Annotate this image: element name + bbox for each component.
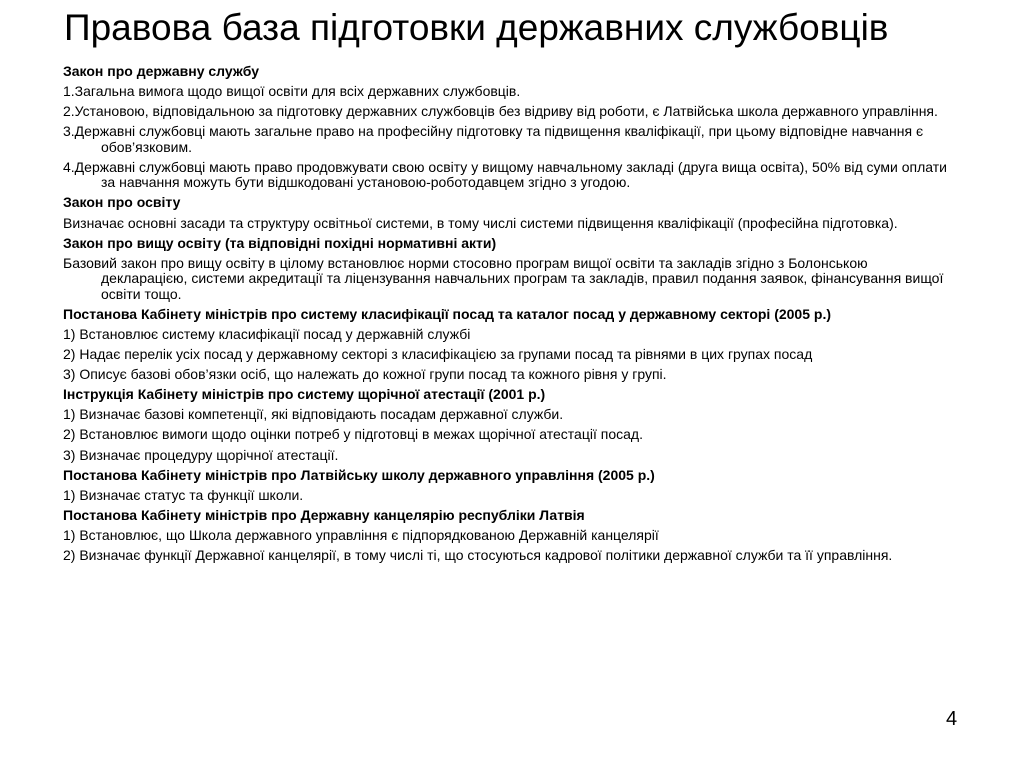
list-item: 2) Встановлює вимоги щодо оцінки потреб у підготовці в межах щорічної атестації посад. <box>63 426 643 443</box>
slide-title: Правова база підготовки державних службовців <box>64 7 889 48</box>
list-item: 1) Визначає базові компетенції, які відповідають посадам державної служби. <box>63 406 564 423</box>
section-heading: Постанова Кабінету міністрів про Державну канцелярію республіки Латвія <box>63 506 585 523</box>
list-item: 1.Загальна вимога щодо вищої освіти для всіх державних службовців. <box>63 83 521 100</box>
list-item: Визначає основні засади та структуру освітньої системи, в тому числі системи підвищення кваліфікації (професійна підготовка). <box>63 214 898 231</box>
slide-content-list <box>63 64 953 568</box>
list-item: 1) Визначає статус та функції школи. <box>63 486 304 503</box>
section-heading: Інструкція Кабінету міністрів про систему щорічної атестації (2001 р.) <box>63 386 546 403</box>
section-heading: Постанова Кабінету міністрів про систему класифікації посад та каталог посад у державному секторі (2005 р.) <box>63 305 831 322</box>
list-item: 4.Державні службовці мають право продовжувати свою освіту у вищому навчальному закладі (друга вища освіта), 50% від суми оплати за навчання можуть бути відшкодовані установою-роботодавцем згідно з угодою. <box>63 158 947 191</box>
list-item: 3.Державні службовці мають загальне право на професійну підготовку та підвищення кваліфікації, при цьому відповідне навчання є обов’язковим. <box>63 123 924 155</box>
page-number: 4 <box>946 708 958 730</box>
list-item: Базовий закон про вищу освіту в цілому встановлює норми стосовно програм вищої освіти та закладів згідно з Болонською декларацією, системи акредитації та ліцензування навчальних програм та закладів, правил подання заявок, фінансування вищої освіти тощо. <box>63 254 944 302</box>
list-item: 3) Визначає процедуру щорічної атестації. <box>63 446 339 463</box>
list-item: 3) Описує базові обов’язки осіб, що належать до кожної групи посад та кожного рівня у групі. <box>63 366 667 383</box>
list-item: 2) Надає перелік усіх посад у державному секторі з класифікацією за групами посад та рівнями в цих групах посад <box>63 346 813 363</box>
list-item: 1) Встановлює, що Школа державного управління є підпорядкованою Державній канцелярії <box>63 526 659 543</box>
section-heading: Закон про вищу освіту (та відповідні похідні нормативні акти) <box>63 234 497 251</box>
list-item: 1) Встановлює систему класифікації посад у державній службі <box>63 325 471 342</box>
section-heading: Закон про освіту <box>63 194 181 211</box>
list-item: 2.Установою, відповідальною за підготовку державних службовців без відриву від роботи, є Латвійська школа державного управління. <box>63 103 938 120</box>
list-item: 2) Визначає функції Державної канцелярії, в тому числі ті, що стосуються кадрової політики державної служби та її управління. <box>63 546 893 563</box>
section-heading: Постанова Кабінету міністрів про Латвійську школу державного управління (2005 р.) <box>63 466 655 483</box>
section-heading: Закон про державну службу <box>63 63 260 79</box>
